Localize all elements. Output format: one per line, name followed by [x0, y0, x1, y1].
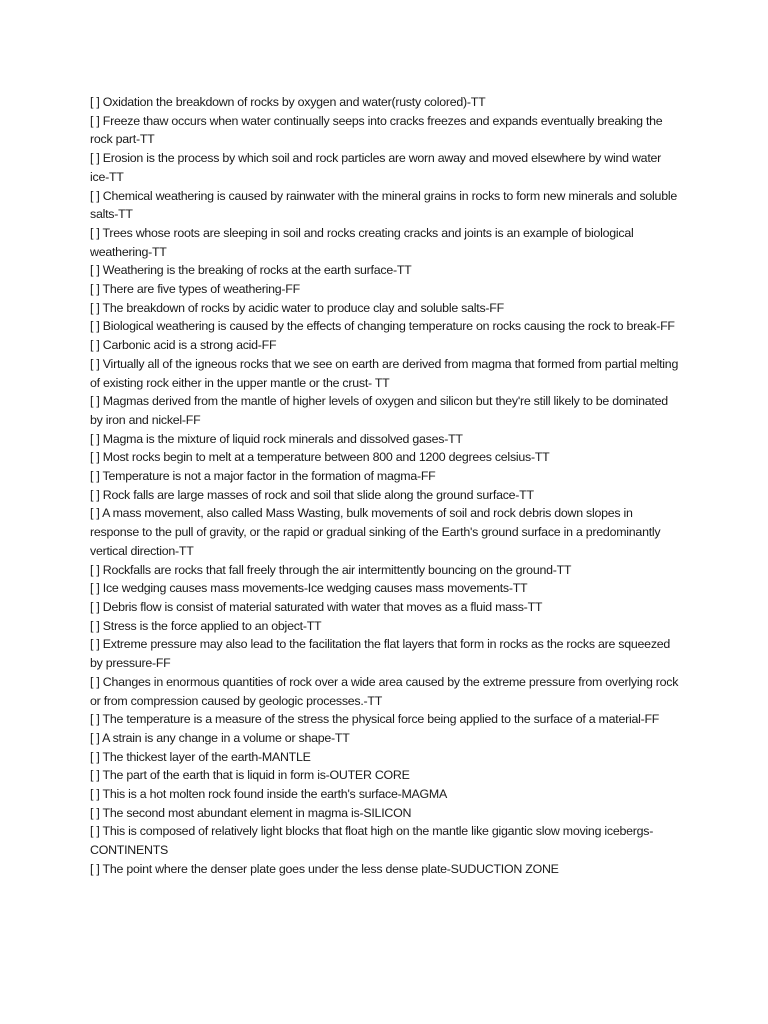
list-item: [ ] Magma is the mixture of liquid rock minerals and dissolved gases-TT [90, 431, 463, 446]
list-item: [ ] Erosion is the process by which soil and rock particles are worn away and moved elsewhere by wind water ice-TT [90, 151, 662, 184]
list-item: [ ] Carbonic acid is a strong acid-FF [90, 338, 277, 353]
list-item: [ ] Freeze thaw occurs when water continually seeps into cracks freezes and expands eventually breaking the rock part-TT [90, 113, 663, 147]
list-item: [ ] Trees whose roots are sleeping in soil and rocks creating cracks and joints is an example of biological weathering-TT [90, 225, 634, 259]
list-item: [ ] Temperature is not a major factor in the formation of magma-FF [90, 469, 436, 484]
list-item: [ ] The thickest layer of the earth-MANTLE [90, 749, 311, 764]
list-item: [ ] A strain is any change in a volume or shape-TT [90, 730, 350, 745]
list-item: [ ] Stress is the force applied to an object-TT [90, 618, 322, 633]
list-item: [ ] Extreme pressure may also lead to the facilitation the flat layers that form in rocks as the rocks are squeezed by pressure-FF [90, 637, 671, 671]
list-item: [ ] Changes in enormous quantities of rock over a wide area caused by the extreme pressure from overlying rock or from compression caused by geologic processes.-TT [90, 674, 679, 708]
document-page [90, 93, 680, 879]
list-item: [ ] The breakdown of rocks by acidic water to produce clay and soluble salts-FF [90, 300, 504, 315]
list-item: [ ] Biological weathering is caused by the effects of changing temperature on rocks causing the rock to break-FF [90, 319, 675, 334]
list-item: [ ] The second most abundant element in magma is-SILICON [90, 805, 412, 820]
list-item: [ ] Rock falls are large masses of rock and soil that slide along the ground surface-TT [90, 487, 534, 502]
list-item: [ ] Most rocks begin to melt at a temperature between 800 and 1200 degrees celsius-TT [90, 450, 550, 465]
list-item: [ ] The temperature is a measure of the stress the physical force being applied to the surface of a material-FF [90, 712, 660, 727]
list-item: [ ] Oxidation the breakdown of rocks by oxygen and water(rusty colored)-TT [90, 95, 486, 109]
list-item: [ ] Rockfalls are rocks that fall freely through the air intermittently bouncing on the ground-TT [90, 562, 572, 577]
list-item: [ ] This is composed of relatively light blocks that float high on the mantle like gigantic slow moving icebergs-CONTINENTS [90, 824, 654, 858]
list-item: [ ] Weathering is the breaking of rocks at the earth surface-TT [90, 263, 412, 278]
list-item: [ ] This is a hot molten rock found inside the earth's surface-MAGMA [90, 787, 448, 802]
list-item: [ ] Magmas derived from the mantle of higher levels of oxygen and silicon but they're still likely to be dominated by iron and nickel-FF [90, 394, 668, 427]
list-item: [ ] Ice wedging causes mass movements-Ice wedging causes mass movements-TT [90, 581, 528, 596]
list-item: [ ] Debris flow is consist of material saturated with water that moves as a fluid mass-TT [90, 599, 543, 614]
list-item: [ ] Chemical weathering is caused by rainwater with the mineral grains in rocks to form new minerals and soluble salts-TT [90, 188, 677, 222]
list-item: [ ] There are five types of weathering-FF [90, 282, 300, 297]
list-item: [ ] Virtually all of the igneous rocks that we see on earth are derived from magma that formed from partial melting of existing rock either in the upper mantle or the crust- TT [90, 356, 679, 390]
list-item: [ ] The part of the earth that is liquid in form is-OUTER CORE [90, 768, 410, 783]
list-item: [ ] A mass movement, also called Mass Wasting, bulk movements of soil and rock debris down slopes in response to the pull of gravity, or the rapid or gradual sinking of the Earth's ground surface in a predominantly vertical direction-TT [90, 506, 661, 558]
list-item: [ ] The point where the denser plate goes under the less dense plate-SUDUCTION ZONE [90, 861, 559, 876]
